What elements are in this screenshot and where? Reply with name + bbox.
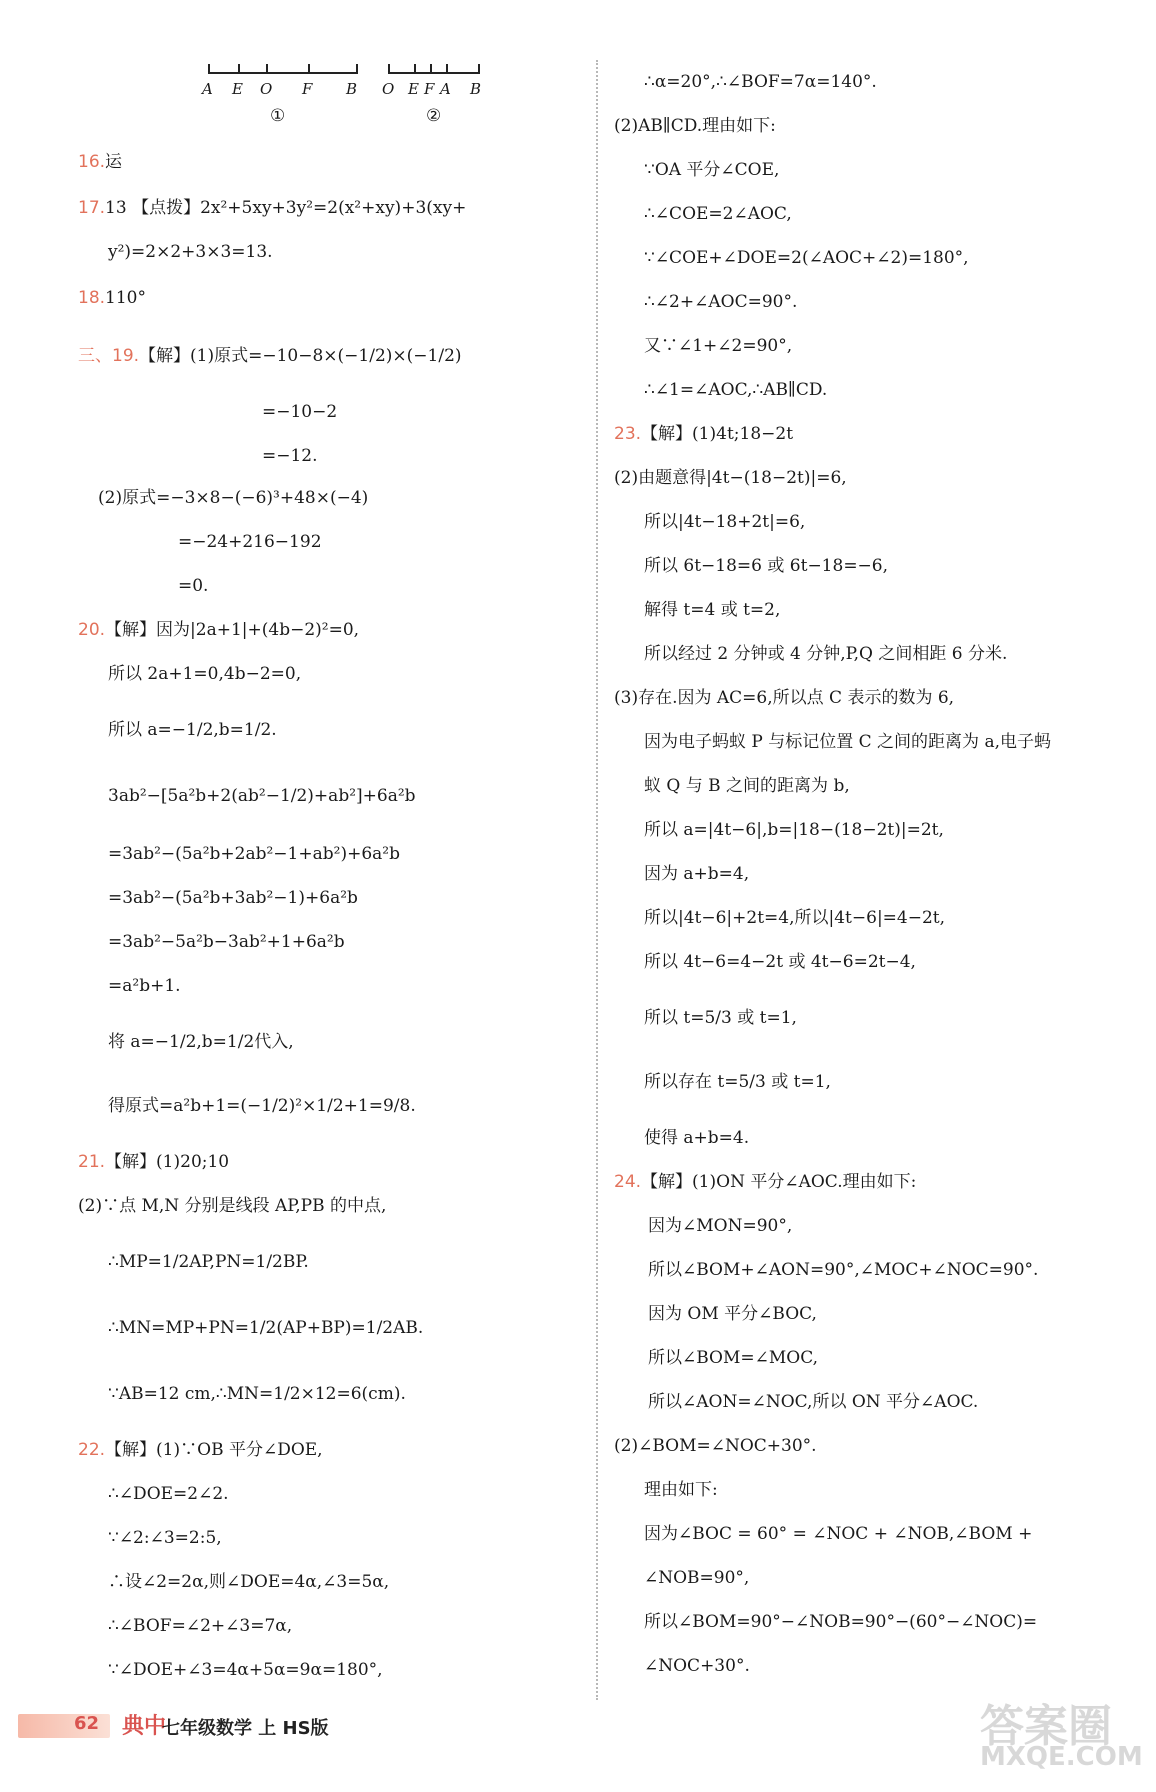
answer-line: ∵AB=12 cm,∴MN=1/2×12=6(cm). [108, 1384, 406, 1404]
answer-line: ∴∠COE=2∠AOC, [644, 204, 792, 224]
answer-line: 所以 2a+1=0,4b−2=0, [108, 664, 302, 684]
fig1-caption: ① [270, 106, 286, 126]
answer-line: 又∵∠1+∠2=90°, [644, 336, 793, 356]
answer-line: 所以|4t−6|+2t=4,所以|4t−6|=4−2t, [644, 908, 946, 928]
answer-line: 理由如下: [644, 1480, 718, 1500]
answer-line: (2)由题意得|4t−(18−2t)|=6, [614, 468, 847, 488]
answer-line: 所以经过 2 分钟或 4 分钟,P,Q 之间相距 6 分米. [644, 644, 1008, 664]
answer-line: ∴MP=1/2AP,PN=1/2BP. [108, 1252, 309, 1272]
answer-line: 使得 a+b=4. [644, 1128, 750, 1148]
answer-line: 20.【解】因为|2a+1|+(4b−2)²=0, [78, 620, 360, 640]
answer-line: 因为电子蚂蚁 P 与标记位置 C 之间的距离为 a,电子蚂 [644, 732, 1052, 752]
answer-line: 蚁 Q 与 B 之间的距离为 b, [644, 776, 850, 796]
fig2-label-b: B [470, 80, 482, 98]
answer-line: 所以|4t−18+2t|=6, [644, 512, 806, 532]
answer-line: 所以∠AON=∠NOC,所以 ON 平分∠AOC. [648, 1392, 979, 1412]
answer-line: ∴∠1=∠AOC,∴AB∥CD. [644, 380, 828, 400]
answer-line: ∵∠COE+∠DOE=2(∠AOC+∠2)=180°, [644, 248, 969, 268]
answer-line: y²)=2×2+3×3=13. [108, 242, 273, 262]
answer-line: =−24+216−192 [178, 532, 322, 552]
fig2-caption: ② [426, 106, 442, 126]
answer-line: (2)∠BOM=∠NOC+30°. [614, 1436, 817, 1456]
fig2-label-e: E [408, 80, 419, 98]
answer-line: ∵∠2:∠3=2:5, [108, 1528, 222, 1548]
fig2-label-a: A [440, 80, 451, 98]
fig2-label-o: O [382, 80, 395, 98]
answer-line: 22.【解】(1)∵OB 平分∠DOE, [78, 1440, 323, 1460]
fig1-label-a: A [202, 80, 213, 98]
answer-line: 3ab²−[5a²b+2(ab²−1/2)+ab²]+6a²b [108, 786, 416, 806]
answer-line: 所以∠BOM=90°−∠NOB=90°−(60°−∠NOC)= [644, 1612, 1038, 1632]
fig1-label-o: O [260, 80, 273, 98]
answer-line: 所以∠BOM=∠MOC, [648, 1348, 819, 1368]
fig1-label-f: F [302, 80, 313, 98]
answer-line: 将 a=−1/2,b=1/2代入, [108, 1032, 294, 1052]
answer-line: =a²b+1. [108, 976, 181, 996]
answer-line: =3ab²−(5a²b+2ab²−1+ab²)+6a²b [108, 844, 400, 864]
answer-line: (3)存在.因为 AC=6,所以点 C 表示的数为 6, [614, 688, 955, 708]
fig1-label-e: E [232, 80, 243, 98]
answer-line: ∴α=20°,∴∠BOF=7α=140°. [644, 72, 877, 92]
watermark-logo: 答案圈 [980, 1701, 1112, 1752]
answer-line: 18.110° [78, 288, 146, 308]
answer-line: 因为 a+b=4, [644, 864, 750, 884]
answer-line: 因为 OM 平分∠BOC, [648, 1304, 817, 1324]
answer-line: =0. [178, 576, 209, 596]
answer-line: (2)AB∥CD.理由如下: [614, 116, 776, 136]
answer-line: ∴设∠2=2α,则∠DOE=4α,∠3=5α, [108, 1572, 390, 1592]
answer-line: 所以 a=−1/2,b=1/2. [108, 720, 277, 740]
answer-line: ∵∠DOE+∠3=4α+5α=9α=180°, [108, 1660, 383, 1680]
brand-logo: 典中 [122, 1714, 167, 1739]
answer-line: ∴∠2+∠AOC=90°. [644, 292, 798, 312]
fig1-label-b: B [346, 80, 358, 98]
page-number: 62 [74, 1713, 100, 1734]
column-divider [596, 60, 598, 1700]
answer-line: 24.【解】(1)ON 平分∠AOC.理由如下: [614, 1172, 917, 1192]
book-title: 七年级数学 上 HS版 [162, 1718, 329, 1739]
answer-line: ∠NOC+30°. [644, 1656, 750, 1676]
answer-line: 因为∠BOC = 60° = ∠NOC + ∠NOB,∠BOM + [644, 1524, 1033, 1544]
fig2-label-f: F [424, 80, 435, 98]
answer-line: 16.运 [78, 152, 123, 172]
answer-line: 所以存在 t=5/3 或 t=1, [644, 1072, 831, 1092]
answer-line: 解得 t=4 或 t=2, [644, 600, 781, 620]
answer-line: =3ab²−(5a²b+3ab²−1)+6a²b [108, 888, 358, 908]
answer-line: ∴MN=MP+PN=1/2(AP+BP)=1/2AB. [108, 1318, 424, 1338]
answer-line: 所以 6t−18=6 或 6t−18=−6, [644, 556, 889, 576]
answer-line: 三、19.【解】(1)原式=−10−8×(−1/2)×(−1/2) [78, 346, 462, 366]
answer-line: (2)∵点 M,N 分别是线段 AP,PB 的中点, [78, 1196, 387, 1216]
answer-line: 所以 t=5/3 或 t=1, [644, 1008, 797, 1028]
answer-line: 所以 4t−6=4−2t 或 4t−6=2t−4, [644, 952, 916, 972]
answer-line: 因为∠MON=90°, [648, 1216, 793, 1236]
answer-line: 所以 a=|4t−6|,b=|18−(18−2t)|=2t, [644, 820, 944, 840]
watermark-url: MXQE.COM [980, 1742, 1143, 1772]
answer-line: ∴∠DOE=2∠2. [108, 1484, 229, 1504]
answer-line: 所以∠BOM+∠AON=90°,∠MOC+∠NOC=90°. [648, 1260, 1039, 1280]
answer-line: ∵OA 平分∠COE, [644, 160, 780, 180]
answer-line: =−10−2 [262, 402, 338, 422]
answer-line: =3ab²−5a²b−3ab²+1+6a²b [108, 932, 345, 952]
answer-line: 17.13 【点拨】2x²+5xy+3y²=2(x²+xy)+3(xy+ [78, 198, 467, 218]
answer-line: =−12. [262, 446, 318, 466]
answer-line: 得原式=a²b+1=(−1/2)²×1/2+1=9/8. [108, 1096, 416, 1116]
answer-line: (2)原式=−3×8−(−6)³+48×(−4) [98, 488, 369, 508]
answer-line: 23.【解】(1)4t;18−2t [614, 424, 794, 444]
answer-line: ∴∠BOF=∠2+∠3=7α, [108, 1616, 293, 1636]
answer-line: 21.【解】(1)20;10 [78, 1152, 230, 1172]
answer-line: ∠NOB=90°, [644, 1568, 750, 1588]
